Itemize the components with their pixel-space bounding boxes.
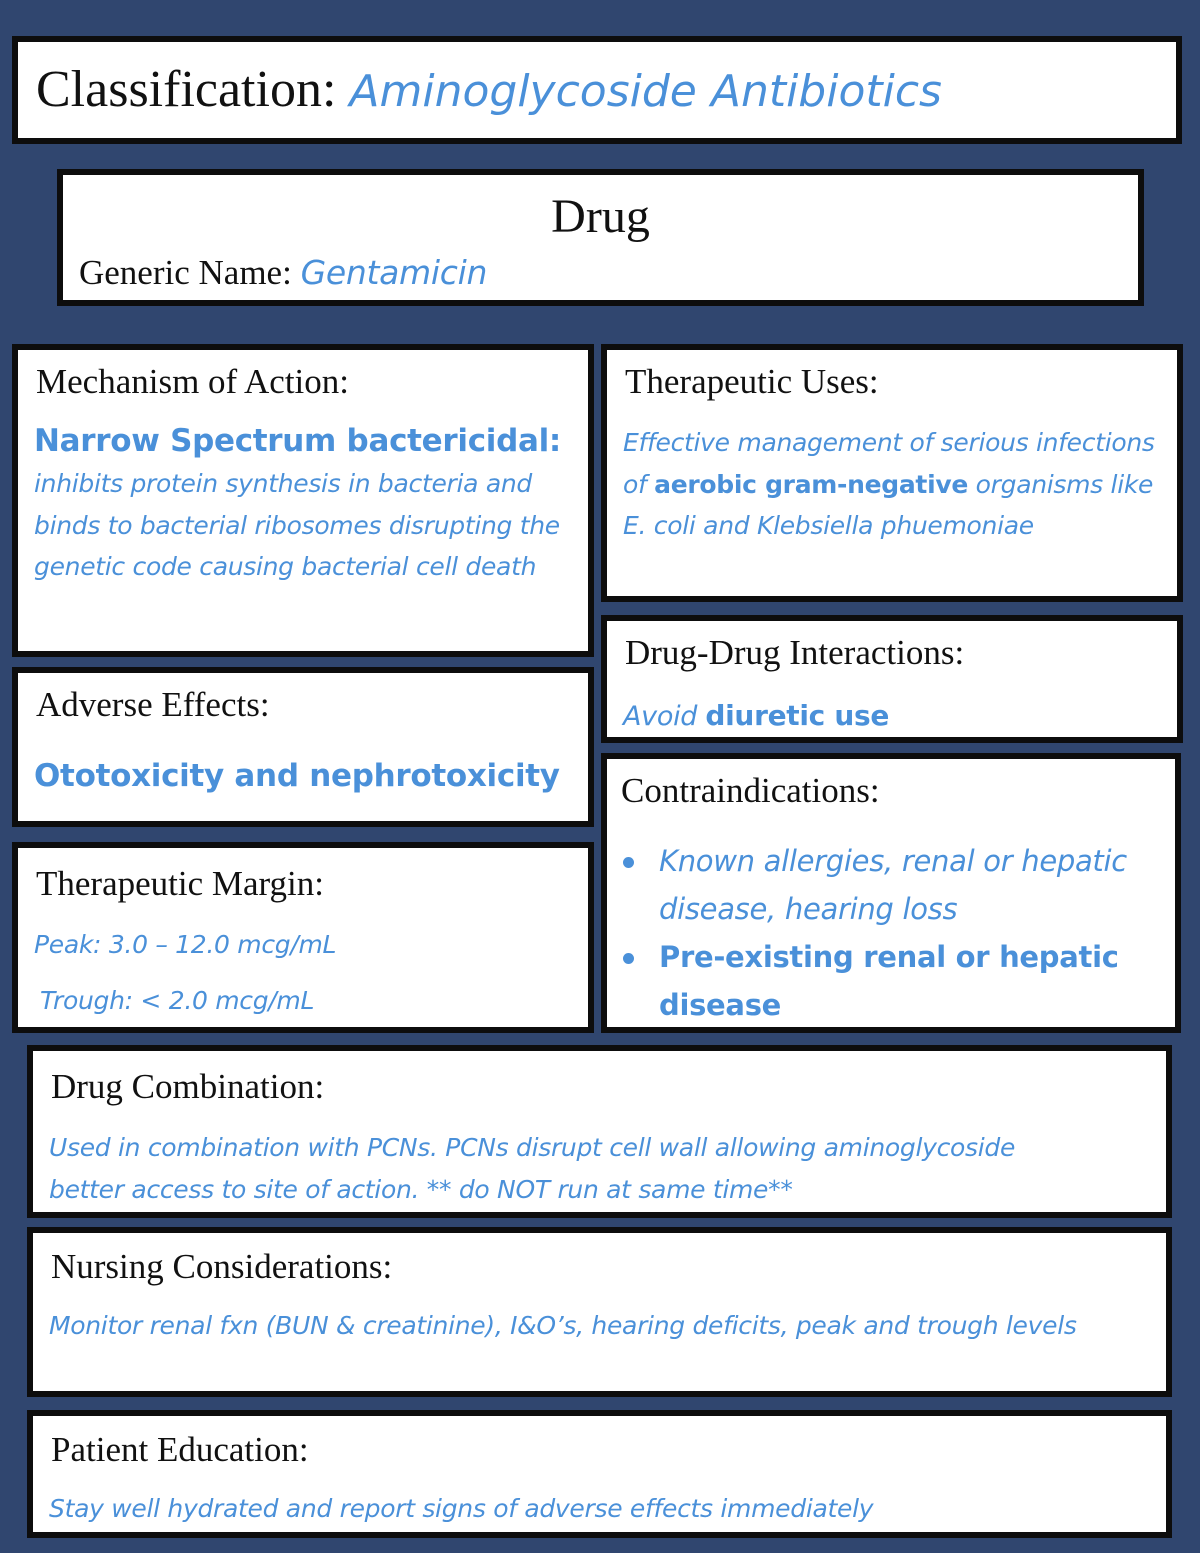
generic-name-value: Gentamicin <box>300 253 488 292</box>
drug-box <box>57 169 1144 306</box>
therapeutic-uses-text-3: and <box>695 511 757 540</box>
therapeutic-margin-box <box>12 842 594 1033</box>
organism-2: Klebsiella phuemoniae <box>756 511 1034 540</box>
contraindications-list-wrap <box>621 837 1161 1030</box>
patient-education-heading: Patient Education: <box>51 1430 309 1469</box>
contraindication-item <box>621 837 1161 933</box>
classification-heading <box>36 60 942 120</box>
bullet-icon <box>623 953 634 964</box>
drug-combination-box <box>27 1045 1172 1218</box>
classification-value: Aminoglycoside Antibiotics <box>349 66 942 117</box>
therapeutic-uses-bold: aerobic gram-negative <box>654 469 968 499</box>
mechanism-text: inhibits protein synthesis in bacteria and binds to bacterial ribosomes disrupting the genetic code causing bacterial cell death <box>34 469 560 582</box>
mechanism-lead: Narrow Spectrum bactericidal: <box>34 423 562 459</box>
therapeutic-uses-text-2: organisms like <box>968 469 1154 499</box>
organism-1: E. coli <box>623 511 696 540</box>
drug-interactions-box <box>601 615 1183 743</box>
contraindications-list <box>621 837 1161 1030</box>
therapeutic-uses-box <box>601 344 1183 602</box>
generic-name-row <box>79 253 487 293</box>
adverse-effects-box <box>12 667 594 827</box>
contraindications-box <box>601 753 1181 1033</box>
drug-combination-text: Used in combination with PCNs. PCNs disrupt cell wall allowing aminoglycoside better access to site of action. ** do NOT run at same time** <box>49 1133 1016 1204</box>
classification-label: Classification: <box>36 61 337 118</box>
nursing-box <box>27 1227 1172 1397</box>
contraindication-text: Pre-existing renal or hepatic disease <box>659 940 1119 1023</box>
contraindication-item <box>621 933 1161 1029</box>
drug-title: Drug <box>551 190 650 243</box>
contraindication-text: Known allergies, renal or hepatic disease, hearing loss <box>659 844 1127 927</box>
drug-interactions-text <box>623 693 1163 740</box>
nursing-text: Monitor renal fxn (BUN & creatinine), I&O’s, hearing deficits, peak and trough levels <box>49 1311 1077 1340</box>
therapeutic-margin-heading: Therapeutic Margin: <box>36 864 324 903</box>
generic-name-label: Generic Name: <box>79 253 292 292</box>
drug-interactions-bold: diuretic use <box>705 699 890 732</box>
mechanism-box <box>12 344 594 657</box>
bullet-icon <box>623 857 634 868</box>
mechanism-heading: Mechanism of Action: <box>36 362 350 401</box>
peak-value: Peak: 3.0 – 12.0 mcg/mL <box>34 930 337 959</box>
drug-interactions-heading: Drug-Drug Interactions: <box>625 633 965 672</box>
adverse-effects-text: Ototoxicity and nephrotoxicity <box>34 758 560 794</box>
therapeutic-uses-text <box>623 422 1163 547</box>
trough-value: Trough: < 2.0 mcg/mL <box>40 985 315 1015</box>
patient-education-box <box>27 1410 1172 1538</box>
classification-box <box>12 36 1182 144</box>
contraindications-heading: Contraindications: <box>621 771 880 810</box>
therapeutic-uses-heading: Therapeutic Uses: <box>625 362 879 401</box>
therapeutic-margin-body <box>34 924 574 1021</box>
drug-combination-heading: Drug Combination: <box>51 1067 325 1106</box>
nursing-heading: Nursing Considerations: <box>51 1247 393 1286</box>
patient-education-text: Stay well hydrated and report signs of adverse effects immediately <box>49 1494 874 1523</box>
mechanism-body <box>34 420 574 588</box>
therapeutic-uses-text-1: Effective management of serious infections of <box>623 428 1155 499</box>
drug-interactions-text-1: Avoid <box>623 701 706 732</box>
adverse-effects-heading: Adverse Effects: <box>36 685 270 724</box>
